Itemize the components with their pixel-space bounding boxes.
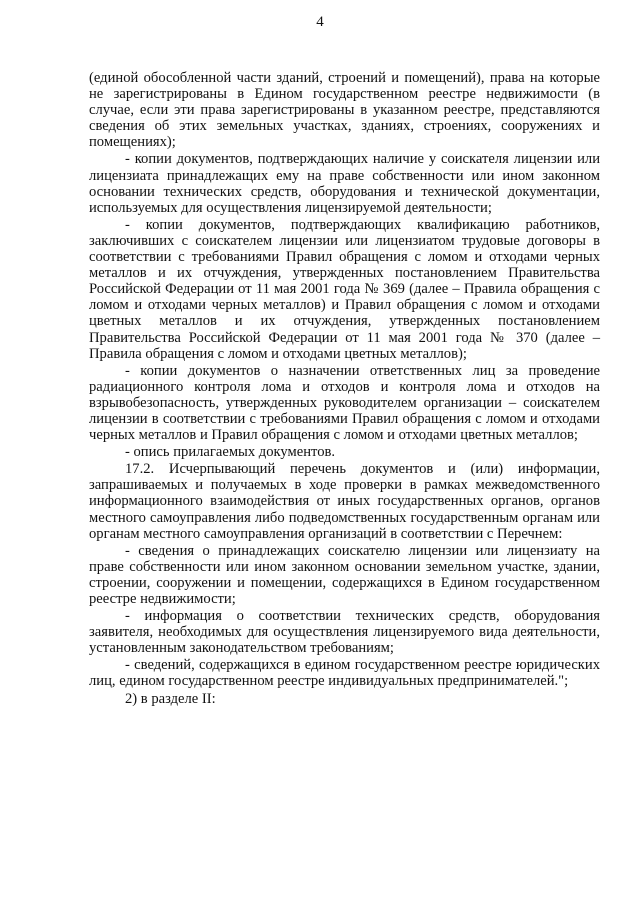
page-number: 4 [316,14,324,30]
paragraph-technical-documents: - копии документов, подтверждающих наличие у соискателя лицензии или лицензиата принадлежащих ему на праве собственности или ином законном основании технических средств, оборудования и технической документации, используемых для осуществления лицензируемой деятельности; [89,151,600,216]
paragraph-17-2: 17.2. Исчерпывающий перечень документов и (или) информации, запрашиваемых и получаемых в ходе проверки в рамках межведомственного информационного взаимодействия от иных государственных органов, органов местного самоуправления либо подведомственных государственным органам или органам местного самоуправления организаций в соответствии с Перечнем: [89,461,600,542]
paragraph-property-info: - сведения о принадлежащих соискателю лицензии или лицензиату на праве собственности или ином законном основании земельном участке, здании, строении, сооружении и помещении, содержащихся в Едином государственном реестре недвижимости; [89,542,600,607]
paragraph-equipment-compliance: - информация о соответствии технических средств, оборудования заявителя, необходимых для осуществления лицензируемого вида деятельности, установленным законодательством требованиям; [89,608,600,657]
paragraph-worker-qualification: - копии документов, подтверждающих квалификацию работников, заключивших с соискателем лицензии или лицензиатом трудовые договоры в соответствии с требованиями Правил обращения с ломом и отходами черных металлов и их отчуждения, утвержденных постановлением Правительства Российской Федерации от 11 мая 2001 года № 369 (далее – Правила обращения с ломом и отходами черных металлов) и Правил обращения с ломом и отходами цветных металлов и их отчуждения, утвержденных постановлением Правительства Российской Федерации от 11 мая 2001 года № 370 (далее – Правила обращения с ломом и отходами цветных металлов); [89,216,600,362]
document-body [89,70,600,707]
paragraph-inventory: - опись прилагаемых документов. [125,444,336,461]
paragraph-registry-info: - сведений, содержащихся в едином государственном реестре юридических лиц, едином государственном реестре индивидуальных предпринимателей."; [89,657,600,690]
paragraph-responsible-persons: - копии документов о назначении ответственных лиц за проведение радиационного контроля лома и отходов и контроля лома и отходов на взрывобезопасность, утвержденных руководителем организации – соискателем лицензии в соответствии с требованиями Правил обращения с ломом и отходами черных металлов и Правил обращения с ломом и отходами цветных металлов; [89,362,600,444]
paragraph-continuation: (единой обособленной части зданий, строений и помещений), права на которые не зарегистрированы в Едином государственном реестре недвижимости (в случае, если эти права зарегистрированы в указанном реестре, представляются сведения об этих земельных участках, зданиях, строениях, сооружениях и помещениях); [89,70,600,151]
paragraph-section-2: 2) в разделе II: [125,690,216,707]
